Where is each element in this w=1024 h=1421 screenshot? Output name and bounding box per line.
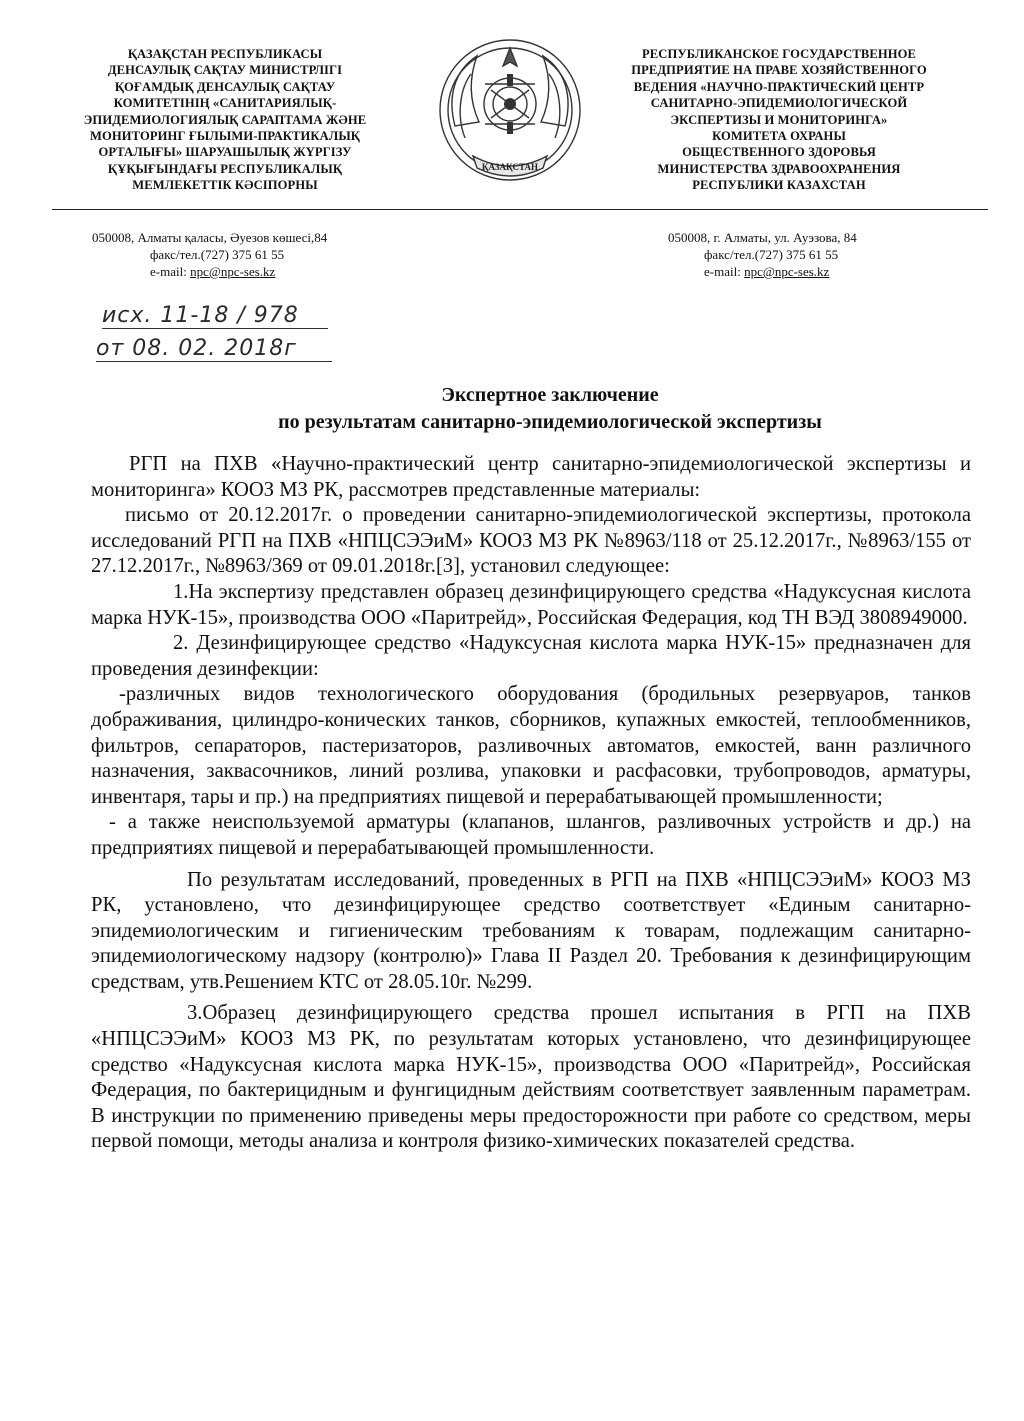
state-emblem-icon [425, 26, 595, 196]
header-russian-block [604, 46, 954, 194]
address-line: 050008, Алматы қаласы, Әуезов көшесі,84 [92, 230, 328, 245]
email-label: e-mail: [150, 264, 191, 279]
header-kazakh-line: ЭПИДЕМИОЛОГИЯЛЫҚ САРАПТАМА ЖӘНЕ [83, 112, 367, 127]
body-paragraph: По результатам исследований, проведенных в РГП на ПХВ «НПЦСЭЭиМ» КООЗ МЗ РК, установлено, что дезинфицирующее средство соответствует «Единым санитарно-эпидемиологическим и гигиеническим требованиям к товарам, подлежащим санитарно-эпидемиологическому надзору (контролю)» Глава II Раздел 20. Требования к дезинфицирующим средствам, утв.Решением КТС от 28.05.10г. №299. [91, 868, 971, 993]
header-kazakh-line: ОРТАЛЫҒЫ» ШАРУАШЫЛЫҚ ЖҮРГІЗУ [98, 145, 352, 160]
body-paragraph: 2. Дезинфицирующее средство «Надуксусная кислота марка НУК-15» предназначен для проведения дезинфекции: [91, 632, 971, 680]
title-line: по результатам санитарно-эпидемиологической экспертизы [278, 411, 822, 433]
document-body [91, 452, 971, 1155]
address-russian [668, 229, 988, 280]
header-russian-line: ПРЕДПРИЯТИЕ НА ПРАВЕ ХОЗЯЙСТВЕННОГО [631, 63, 927, 78]
header-russian-line: РЕСПУБЛИКАНСКОЕ ГОСУДАРСТВЕННОЕ [641, 47, 917, 61]
body-paragraph: -различных видов технологического оборудования (бродильных резервуаров, танков дображивания, цилиндро-конических танков, сборников, купажных емкостей, теплообменников, фильтров, сепараторов, пастеризаторов, разливочных автоматов, емкостей, ванн различного назначения, заквасочников, линий розлива, упаковки и расфасовки, трубопроводов, арматуры, инвентаря, тары и пр.) на предприятиях пищевой и перерабатывающей промышленности; [91, 683, 971, 808]
body-paragraph: - а также неиспользуемой арматуры (клапанов, шлангов, разливочных устройств и др.) на предприятиях пищевой и перерабатывающей промышленности. [91, 811, 971, 859]
body-paragraph: письмо от 20.12.2017г. о проведении санитарно-эпидемиологической экспертизы, протокола исследований РГП на ПХВ «НПЦСЭЭиМ» КООЗ МЗ РК №8963/118 от 25.12.2017г., №8963/155 от 27.12.2017г., №8963/369 от 09.01.2018г.[3], установил следующее: [91, 504, 971, 578]
phone-fax: факс/тел.(727) 375 61 55 [704, 247, 839, 262]
handwritten-date: от 08. 02. 2018г [96, 336, 332, 362]
body-paragraph: 1.На экспертизу представлен образец дезинфицирующего средства «Надуксусная кислота марка НУК-15», производства ООО «Паритрейд», Российская Федерация, код ТН ВЭД 3808949000. [91, 580, 971, 629]
email-label: e-mail: [704, 264, 745, 279]
address-kazakh [92, 229, 412, 280]
header-kazakh-line: ДЕНСАУЛЫҚ САҚТАУ МИНИСТРЛІГІ [107, 63, 343, 78]
document-title [0, 382, 1024, 436]
header-russian-line: КОМИТЕТА ОХРАНЫ [712, 129, 846, 144]
header-russian-line: САНИТАРНО-ЭПИДЕМИОЛОГИЧЕСКОЙ [650, 96, 908, 111]
email-line [92, 263, 412, 280]
header-kazakh-line: КОМИТЕТІНІҢ «САНИТАРИЯЛЫҚ- [113, 96, 337, 111]
header-russian-line: МИНИСТЕРСТВА ЗДРАВООХРАНЕНИЯ [657, 161, 901, 176]
header-russian-line: РЕСПУБЛИКИ КАЗАХСТАН [692, 178, 866, 193]
header-divider [52, 209, 988, 210]
header-kazakh-line: ҚҰҚЫҒЫНДАҒЫ РЕСПУБЛИКАЛЫҚ [107, 161, 343, 176]
header-russian-line: ВЕДЕНИЯ «НАУЧНО-ПРАКТИЧЕСКИЙ ЦЕНТР [633, 79, 925, 94]
email-link[interactable]: npc@npc-ses.kz [744, 264, 830, 279]
handwritten-reference-number: исх. 11-18 / 978 [102, 303, 328, 329]
body-paragraph: 3.Образец дезинфицирующего средства прошел испытания в РГП на ПХВ «НПЦСЭЭиМ» КООЗ МЗ РК, по результатам которых установлено, что дезинфицирующее средство «Надуксусная кислота марка НУК-15», производства ООО «Паритрейд», Российская Федерация, по бактерицидным и фунгицидным действиям соответствует заявленным параметрам. В инструкции по применению приведены меры предосторожности при работе со средством, меры первой помощи, методы анализа и контроля физико-химических показателей средства. [91, 1002, 971, 1153]
address-line: 050008, г. Алматы, ул. Ауэзова, 84 [668, 230, 857, 245]
body-paragraph: РГП на ПХВ «Научно-практический центр санитарно-эпидемиологической экспертизы и мониторинга» КООЗ МЗ РК, рассмотрев представленные материалы: [91, 453, 971, 501]
title-line: Экспертное заключение [441, 384, 659, 406]
email-link[interactable]: npc@npc-ses.kz [190, 264, 276, 279]
phone-fax: факс/тел.(727) 375 61 55 [150, 247, 285, 262]
emblem-caption: ҚАЗАҚСТАН [481, 162, 539, 172]
header-kazakh-block [56, 46, 394, 194]
header-kazakh-line: МОНИТОРИНГ ҒЫЛЫМИ-ПРАКТИКАЛЫҚ [89, 129, 361, 144]
header-russian-line: ЭКСПЕРТИЗЫ И МОНИТОРИНГА» [670, 112, 888, 127]
header-kazakh-line: МЕМЛЕКЕТТІК КӘСІПОРНЫ [132, 178, 318, 193]
email-line [668, 263, 988, 280]
header-kazakh-line: ҚОҒАМДЫҚ ДЕНСАУЛЫҚ САҚТАУ [114, 79, 336, 94]
header-russian-line: ОБЩЕСТВЕННОГО ЗДОРОВЬЯ [682, 145, 876, 160]
header-kazakh-line: ҚАЗАҚСТАН РЕСПУБЛИКАСЫ [127, 47, 323, 61]
